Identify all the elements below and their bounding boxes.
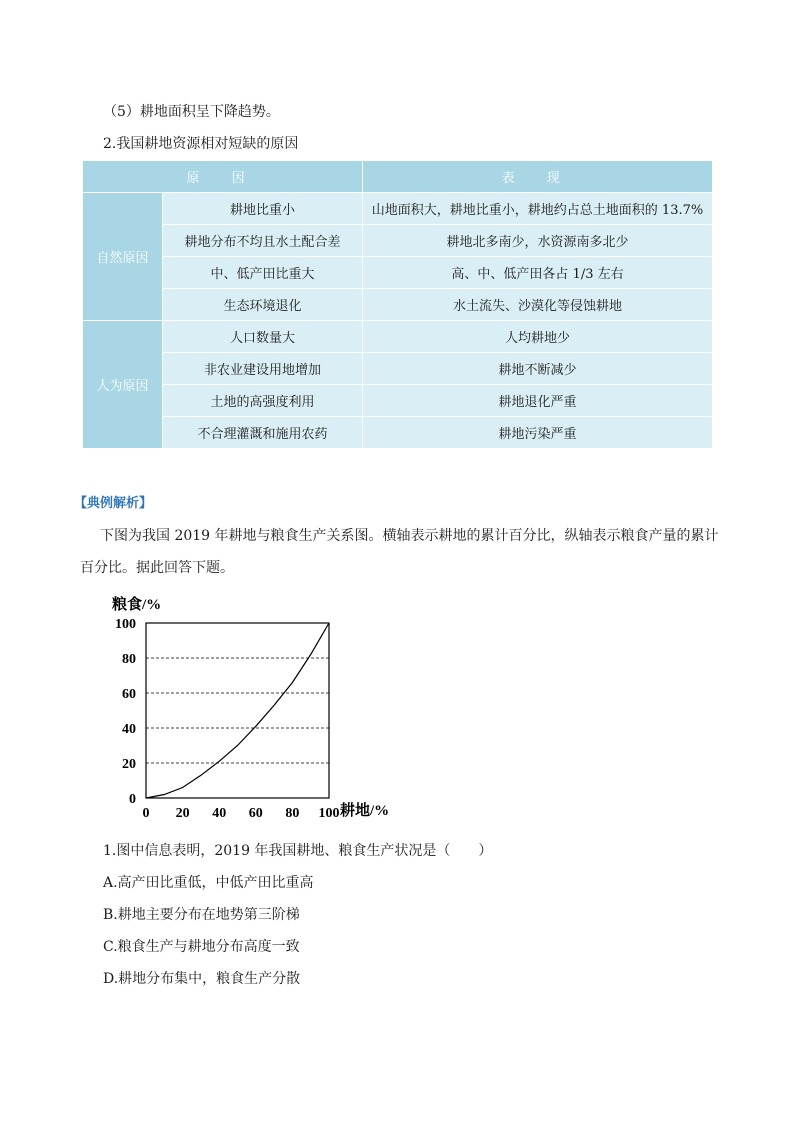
x-tick-label: 40 [212, 806, 227, 821]
question-stem: 1.图中信息表明，2019 年我国耕地、粮食生产状况是（ ） [103, 843, 493, 859]
table-row [83, 321, 713, 353]
table-row [83, 385, 713, 417]
option-b[interactable]: B.耕地主要分布在地势第三阶梯 [103, 907, 300, 923]
table-row [83, 353, 713, 385]
x-tick-labels [143, 806, 340, 821]
section-2-title: 2.我国耕地资源相对短缺的原因 [103, 136, 299, 152]
factor-cell: 非农业建设用地增加 [163, 353, 363, 385]
example-heading: 【典例解析】 [74, 496, 153, 511]
manifestation-cell: 耕地退化严重 [363, 385, 713, 417]
manifestation-cell: 耕地不断减少 [363, 353, 713, 385]
manifestation-cell: 耕地污染严重 [363, 417, 713, 449]
grid-lines [146, 658, 329, 763]
x-tick-label: 100 [318, 806, 340, 821]
y-tick-label: 60 [122, 687, 136, 702]
y-tick-labels [115, 617, 136, 807]
manifestation-cell: 高、中、低产田各占 1/3 左右 [363, 257, 713, 289]
group-human: 人为原因 [83, 321, 163, 449]
option-d[interactable]: D.耕地分布集中，粮食生产分散 [103, 971, 301, 987]
header-reason: 原 因 [83, 161, 363, 193]
table-row [83, 225, 713, 257]
y-tick-label: 20 [122, 757, 136, 772]
factor-cell: 不合理灌溉和施用农药 [163, 417, 363, 449]
table-row [83, 417, 713, 449]
plot-frame [146, 623, 329, 798]
table-row [83, 193, 713, 225]
intro-paragraph: 下图为我国 2019 年耕地与粮食生产关系图。横轴表示耕地的累计百分比，纵轴表示粮食产量的累计百分比。据此回答下题。 [80, 528, 719, 576]
y-tick-label: 100 [115, 617, 136, 632]
group-natural: 自然原因 [83, 193, 163, 321]
table-header-row [83, 161, 713, 193]
x-tick-label: 20 [175, 806, 190, 821]
item-5-text: （5）耕地面积呈下降趋势。 [103, 104, 280, 120]
x-tick-label: 60 [248, 806, 263, 821]
option-a[interactable]: A.高产田比重低，中低产田比重高 [103, 875, 314, 891]
y-tick-label: 80 [122, 652, 136, 667]
header-manifestation: 表 现 [363, 161, 713, 193]
y-axis-label: 粮食/% [112, 597, 162, 613]
factor-cell: 耕地比重小 [163, 193, 363, 225]
reasons-table [82, 160, 713, 449]
factor-cell: 土地的高强度利用 [163, 385, 363, 417]
factor-cell: 耕地分布不均且水土配合差 [163, 225, 363, 257]
table-row [83, 257, 713, 289]
x-tick-label: 80 [285, 806, 300, 821]
manifestation-cell: 水土流失、沙漠化等侵蚀耕地 [363, 289, 713, 321]
factor-cell: 生态环境退化 [163, 289, 363, 321]
table-row [83, 289, 713, 321]
y-tick-label: 0 [129, 792, 136, 807]
option-c[interactable]: C.粮食生产与耕地分布高度一致 [103, 939, 300, 955]
x-axis-label: 耕地/% [340, 803, 390, 819]
x-tick-label: 0 [142, 806, 150, 821]
y-tick-label: 40 [122, 722, 136, 737]
cropland-grain-chart [104, 590, 414, 825]
manifestation-cell: 山地面积大，耕地比重小，耕地约占总土地面积的 13.7% [363, 193, 713, 225]
factor-cell: 中、低产田比重大 [163, 257, 363, 289]
series-line [146, 623, 329, 798]
manifestation-cell: 人均耕地少 [363, 321, 713, 353]
manifestation-cell: 耕地北多南少，水资源南多北少 [363, 225, 713, 257]
factor-cell: 人口数量大 [163, 321, 363, 353]
